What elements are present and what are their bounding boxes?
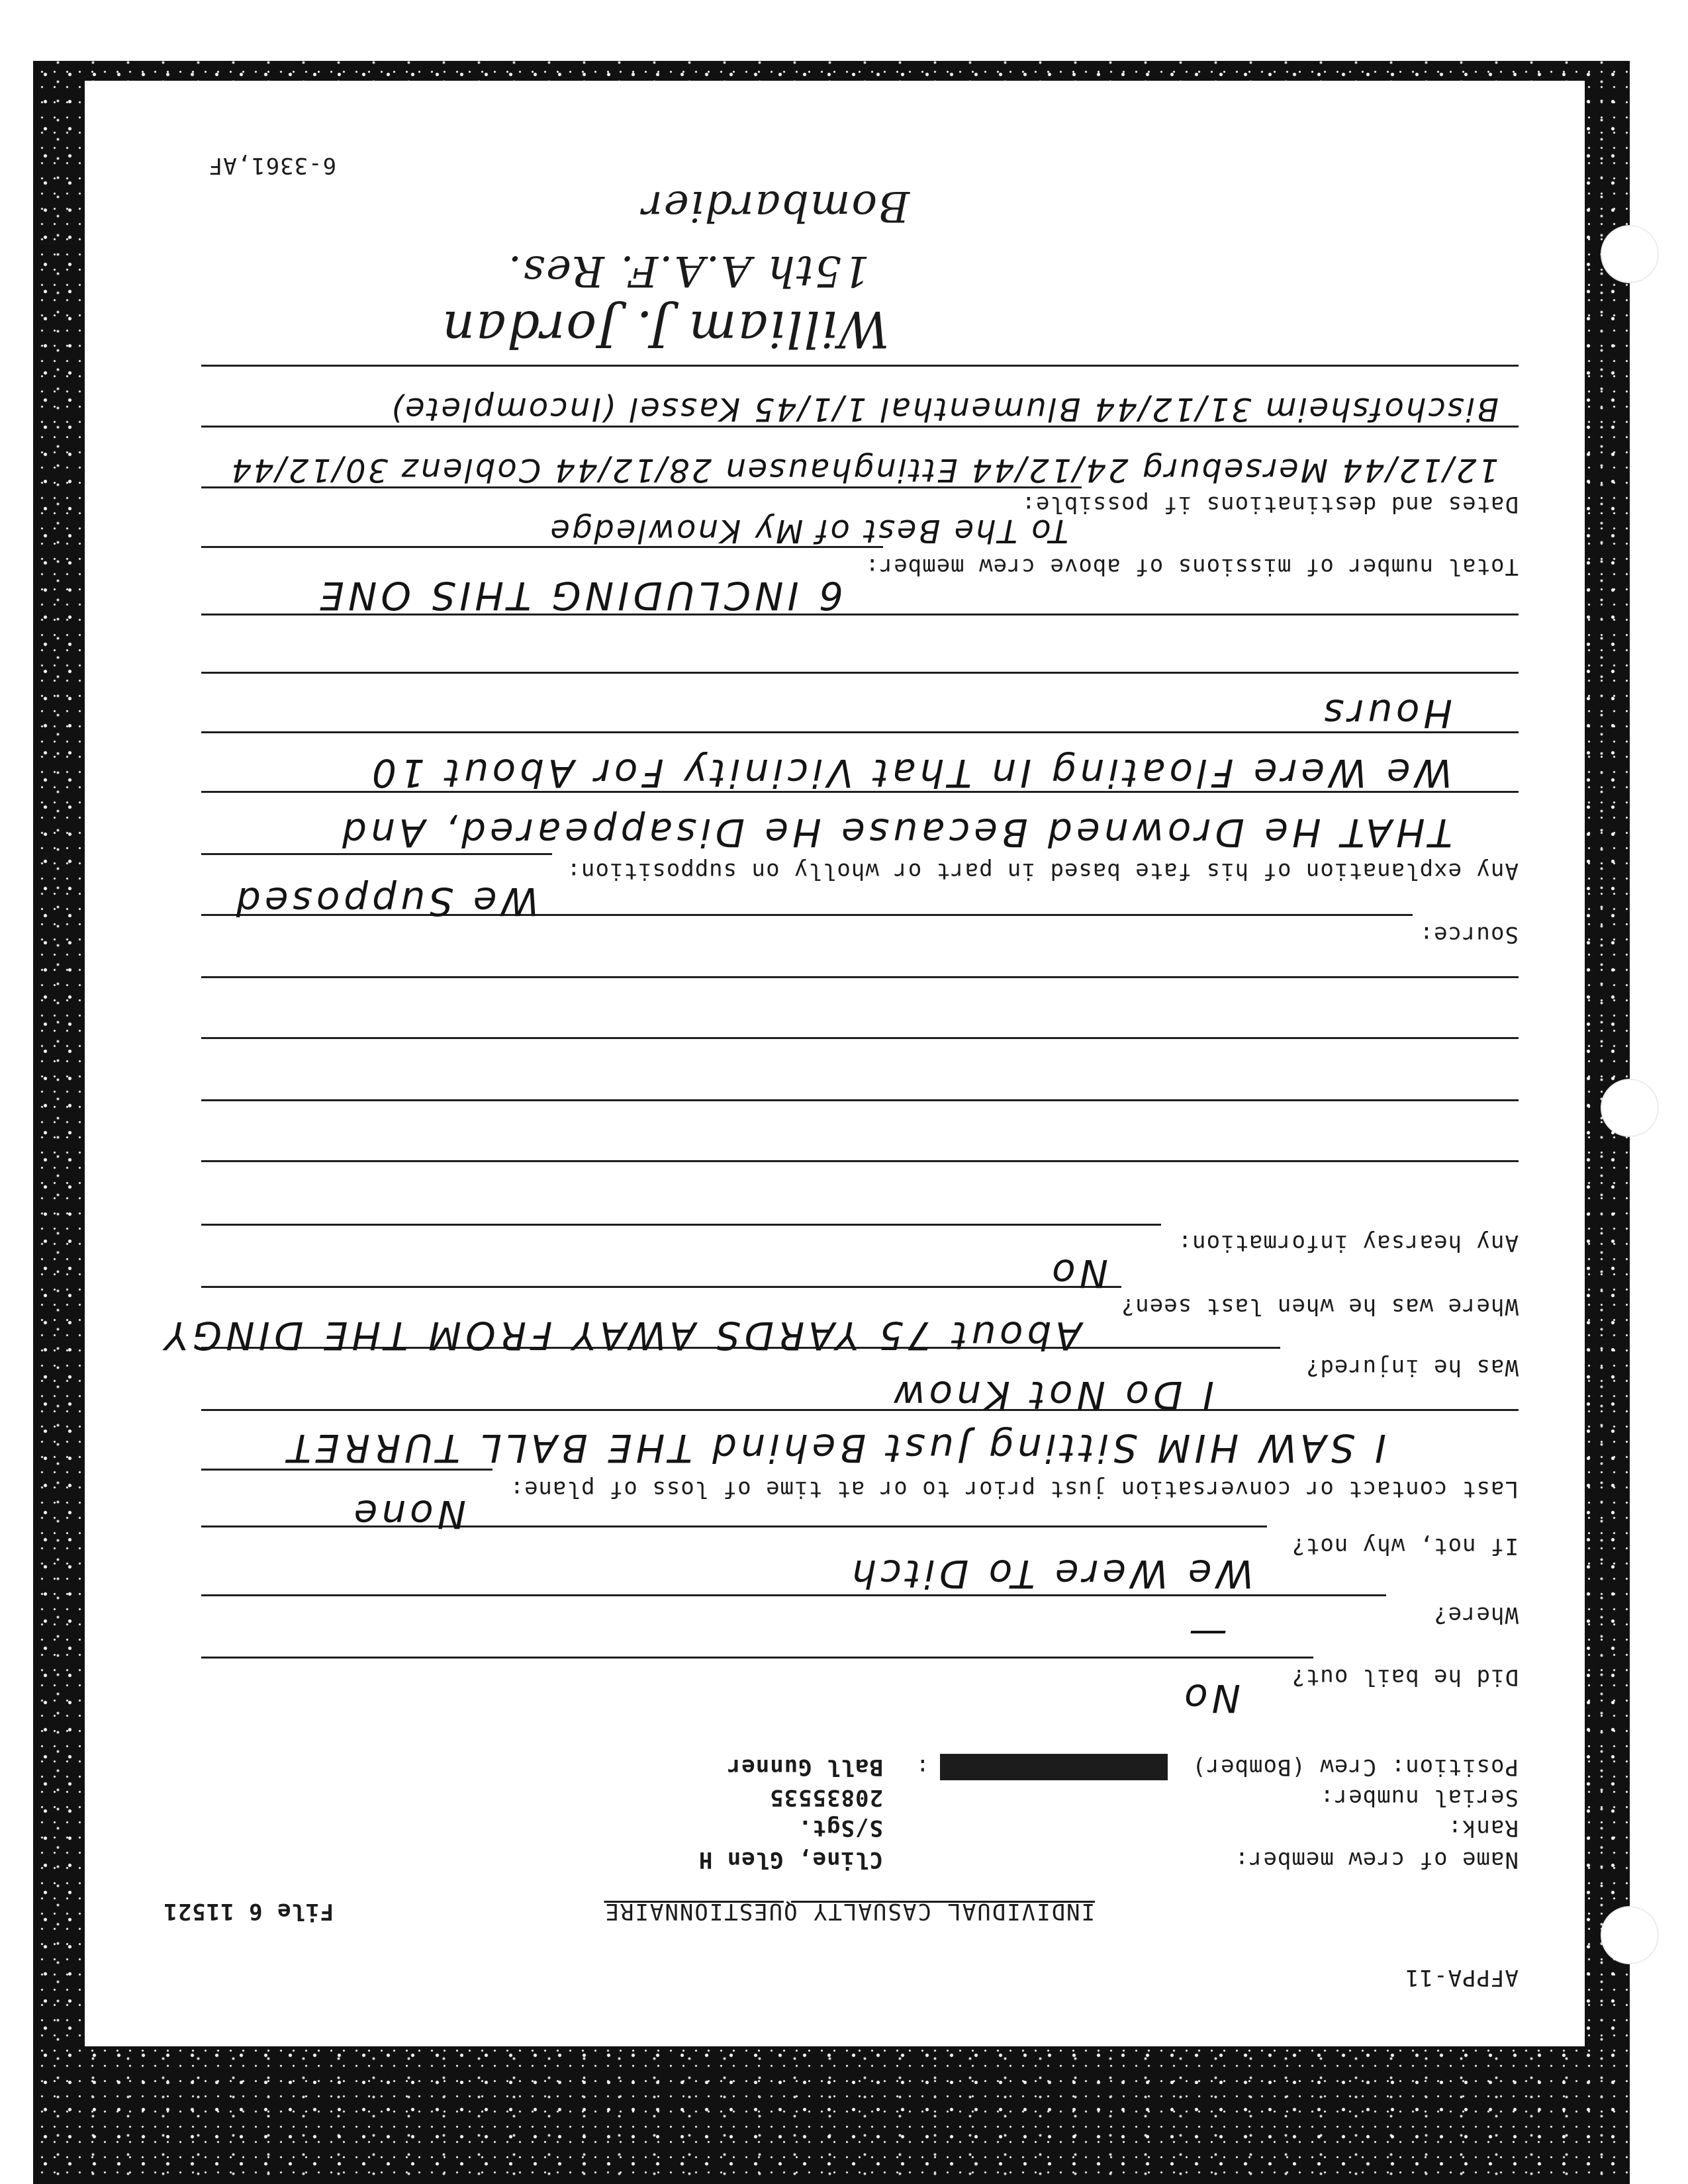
- rank-value: S/Sgt.: [798, 1815, 883, 1841]
- blank-line: [201, 1037, 1519, 1039]
- form-code: AFPPA-11: [1405, 1964, 1519, 1991]
- injured-label: Was he injured?: [1305, 1354, 1519, 1381]
- hearsay-label: Any hearsay information:: [1177, 1230, 1519, 1256]
- signature-role: Bombardier: [641, 181, 910, 230]
- explanation-label: Any explanation of his fate based in part or wholly on supposition:: [566, 858, 1519, 884]
- answer-line: [201, 672, 1519, 674]
- answer-line: [201, 365, 1519, 367]
- last-contact-answer-continued: I SAW HIM Sitting Just Behind THE BALL TURRET: [283, 1426, 1386, 1471]
- answer-line: [201, 1657, 1313, 1659]
- file-reference: File 6 11521: [163, 1898, 334, 1925]
- bail-out-answer: No: [1180, 1676, 1241, 1721]
- last-contact-answer: None: [350, 1492, 466, 1537]
- where-label: Where?: [1433, 1602, 1519, 1628]
- explanation-answer-line2: THAT He Drowned Because He Disappeared, And: [338, 810, 1452, 855]
- bail-out-label: Did he bail out?: [1291, 1664, 1519, 1690]
- where-answer: —: [1185, 1612, 1227, 1657]
- answer-line: [201, 1286, 1121, 1288]
- serial-label: Serial number:: [1319, 1784, 1519, 1811]
- hearsay-answer: No: [1048, 1251, 1108, 1296]
- position-label: Position: Crew (Bomber): [1192, 1754, 1519, 1780]
- missions-label: Total number of missions of above crew member:: [865, 553, 1519, 580]
- last-contact-label: Last contact or conversation just prior to or at time of loss of plane:: [509, 1476, 1519, 1502]
- signature: William J. Jordan: [441, 300, 890, 359]
- explanation-answer: We Supposed: [232, 879, 539, 924]
- blank-line: [201, 1160, 1519, 1162]
- explanation-answer-line3: We Were Floating In That Vicinity For About 10: [367, 751, 1452, 796]
- dates-label: Dates and destinations if possible:: [1021, 491, 1519, 518]
- punch-hole-middle: [1601, 1079, 1659, 1137]
- dates-answer-line2: 12/12/44 Merseburg 24/12/44 Ettinghausen 28/12/44 Coblenz 30/12/44: [229, 451, 1499, 488]
- blank-line: [201, 976, 1519, 978]
- answer-line: [201, 1409, 1519, 1411]
- dates-answer: To The Best of My Knowledge: [548, 512, 1068, 549]
- signature-unit: 15th A.A.F. Res.: [506, 246, 870, 295]
- answer-line: [201, 1224, 1161, 1226]
- punch-hole-bottom: [1601, 1906, 1659, 1964]
- name-label: Name of crew member:: [1234, 1846, 1519, 1873]
- position-struck-text: XXXXXXXXXXXXXXXX: [940, 1754, 1168, 1780]
- rank-label: Rank:: [1447, 1815, 1519, 1841]
- questionnaire-form: AFPPA-11 INDIVIDUAL CASUALTY QUESTIONNAIRE File 6 11521 Name of crew member: Cline, Glen H Rank: S/Sgt. Serial number: 20835535 Position: Crew (Bomber) XXXXXXXXXXXXXXXX : Ball Gunner Did he bail out? No Where? — If not, why not? We Were To Ditch Last contact or conversation just prior to or at time of loss of plane: None I SAW HIM Sitting Just Behind THE BALL TURRET Was he injured? I Do Not Know Where was he when last seen? About 75 YARDS AWAY FROM THE DINGY Any hearsay information: No Source: Any explanation of his fate based in part or wholly on supposition: We Supposed THAT He Drowned Because He Disappeared, And We Were Floating In That Vicinity For About 10 Hours Total number of missions of above crew member: 6 INCLUDING THIS ONE Dates and destinations if possible: To The Best of My Knowledge 12/12/44 Merseburg 24/12/44 Ettinghausen 28/12/44 Coblenz 30/12/44 Bischofsheim 31/12/44 Blumenthal 1/1/45 Kassel (Incomplete) William J. Jordan 15th A.A.F. Res. Bombardier 6-3361,AF: [160, 152, 1519, 1991]
- blank-line: [201, 1099, 1519, 1101]
- source-label: Source:: [1419, 921, 1519, 948]
- serial-value: 20835535: [769, 1784, 883, 1811]
- form-title: INDIVIDUAL CASUALTY QUESTIONNAIRE: [604, 1898, 1095, 1925]
- footer-code: 6-3361,AF: [208, 152, 336, 179]
- last-seen-label: Where was he when last seen?: [1120, 1293, 1519, 1320]
- why-not-label: If not, why not?: [1291, 1533, 1519, 1559]
- name-value: Cline, Glen H: [698, 1846, 883, 1873]
- missions-answer: 6 INCLUDING THIS ONE: [316, 573, 843, 618]
- why-not-answer: We Were To Ditch: [848, 1551, 1254, 1596]
- punch-hole-top: [1601, 225, 1659, 283]
- position-value: Ball Gunner: [726, 1754, 883, 1780]
- dates-answer-line3: Bischofsheim 31/12/44 Blumenthal 1/1/45 Kassel (Incomplete): [389, 390, 1499, 428]
- explanation-answer-line4: Hours: [1320, 691, 1452, 736]
- injured-answer: I Do Not Know: [890, 1373, 1214, 1418]
- last-seen-answer: About 75 YARDS AWAY FROM THE DINGY: [160, 1313, 1082, 1358]
